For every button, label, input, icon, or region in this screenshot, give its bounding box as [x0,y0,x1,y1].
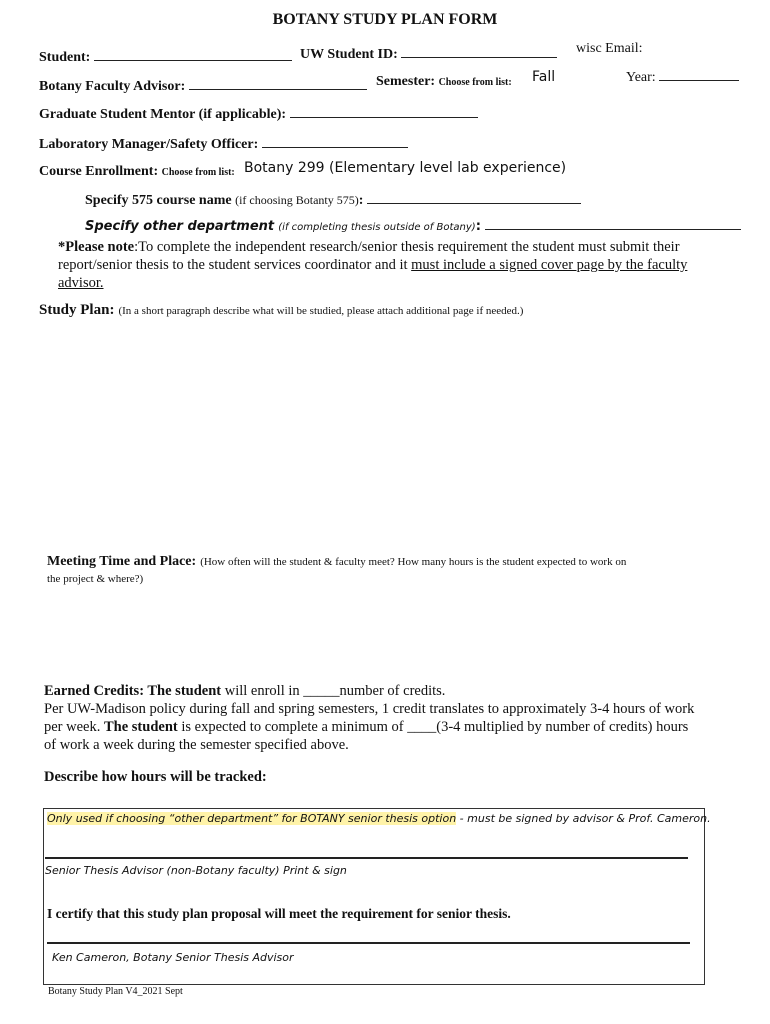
cameron-label: Ken Cameron, Botany Senior Thesis Advisor [52,951,294,964]
semester-dropdown[interactable]: Fall [532,69,556,85]
meeting-area[interactable] [47,590,727,675]
lab-manager-field[interactable] [262,133,408,148]
note-lead: *Please note [58,239,135,255]
credits-line2: Per UW-Madison policy during fall and spring semesters, 1 credit translates to approximately 3-4 hours of work [44,701,695,717]
note-line3-underlined: advisor. [58,275,104,291]
student-label: Student: [39,50,91,65]
credits-label: Earned Credits: The student [44,683,222,699]
specify-575-row: Specify 575 course name (if choosing Botanty 575): [85,189,581,209]
meeting-label: Meeting Time and Place: [47,554,197,569]
course-label: Course Enrollment: [39,164,159,179]
specify-other-row: Specify other department (if completing thesis outside of Botany): [85,215,741,234]
specify-other-hint: (if completing thesis outside of Botany) [278,222,476,233]
uw-id-field[interactable] [401,43,557,58]
study-plan-hint: (In a short paragraph describe what will be studied, please attach additional page if needed.) [118,305,524,317]
meeting-heading [47,552,626,588]
credits-line3-a: per week. [44,719,104,735]
note-line2: report/senior thesis to the student services coordinator and it [58,257,412,273]
semester-label: Semester: [376,74,436,89]
advisor-label: Botany Faculty Advisor: [39,79,186,94]
meeting-hint-1: (How often will the student & faculty meet? How many hours is the student expected to work on [200,556,627,568]
year-label: Year: [626,70,656,85]
credits-line1: will enroll in _____number of credits. [221,683,446,699]
credits-block [44,682,694,754]
box-highlight: Only used if choosing “other department” for BOTANY senior thesis option [47,812,457,825]
certify-text: I certify that this study plan proposal will meet the requirement for senior thesis. [47,906,511,921]
advisor-sign-label: Senior Thesis Advisor (non-Botany faculty) Print & sign [45,864,347,877]
page-title: BOTANY STUDY PLAN FORM [272,11,498,28]
specify-other-label: Specify other department [85,219,275,234]
please-note [58,238,687,292]
year-row [626,66,739,86]
study-plan-heading [39,301,523,319]
lab-manager-row [39,133,408,153]
semester-choose-hint: Choose from list: [438,77,512,88]
wisc-email-label: wisc Email: [576,41,643,56]
credits-line4: of work a week during the semester specified above. [44,737,349,753]
lab-manager-label: Laboratory Manager/Safety Officer: [39,137,259,152]
footer-version: Botany Study Plan V4_2021 Sept [48,986,183,997]
advisor-row [39,75,367,95]
advisor-field[interactable] [189,75,367,90]
uw-id-row [300,43,557,63]
cameron-signature-line[interactable] [47,942,690,944]
specify-575-label: Specify 575 course name [85,193,232,208]
note-line1: :To complete the independent research/senior thesis requirement the student must submit their [134,239,680,255]
student-row [39,46,292,66]
student-field[interactable] [94,46,292,61]
semester-row [376,74,512,90]
meeting-hint-2: the project & where?) [47,573,144,585]
box-intro [47,812,711,825]
credits-line3-c: is expected to complete a minimum of ____(3-4 multiplied by number of credits) hours [177,719,689,735]
uw-id-label: UW Student ID: [300,47,398,62]
note-line2-underlined: must include a signed cover page by the faculty [411,257,688,273]
study-plan-label: Study Plan: [39,302,115,318]
advisor-signature-line[interactable] [45,857,688,859]
specify-other-field[interactable] [485,215,741,230]
course-choose-hint: Choose from list: [161,167,235,178]
specify-575-field[interactable] [367,189,581,204]
mentor-label: Graduate Student Mentor (if applicable): [39,107,287,122]
mentor-field[interactable] [290,103,478,118]
year-field[interactable] [659,66,739,81]
course-dropdown[interactable]: Botany 299 (Elementary level lab experience) [244,160,567,176]
mentor-row [39,103,478,123]
specify-575-hint: (if choosing Botanty 575) [235,193,359,207]
study-plan-area[interactable] [39,322,729,547]
credits-line3-b: The student [103,719,178,735]
tracking-label: Describe how hours will be tracked: [44,769,267,785]
box-rest: - must be signed by advisor & Prof. Cameron. [456,812,711,825]
course-row [39,164,235,180]
